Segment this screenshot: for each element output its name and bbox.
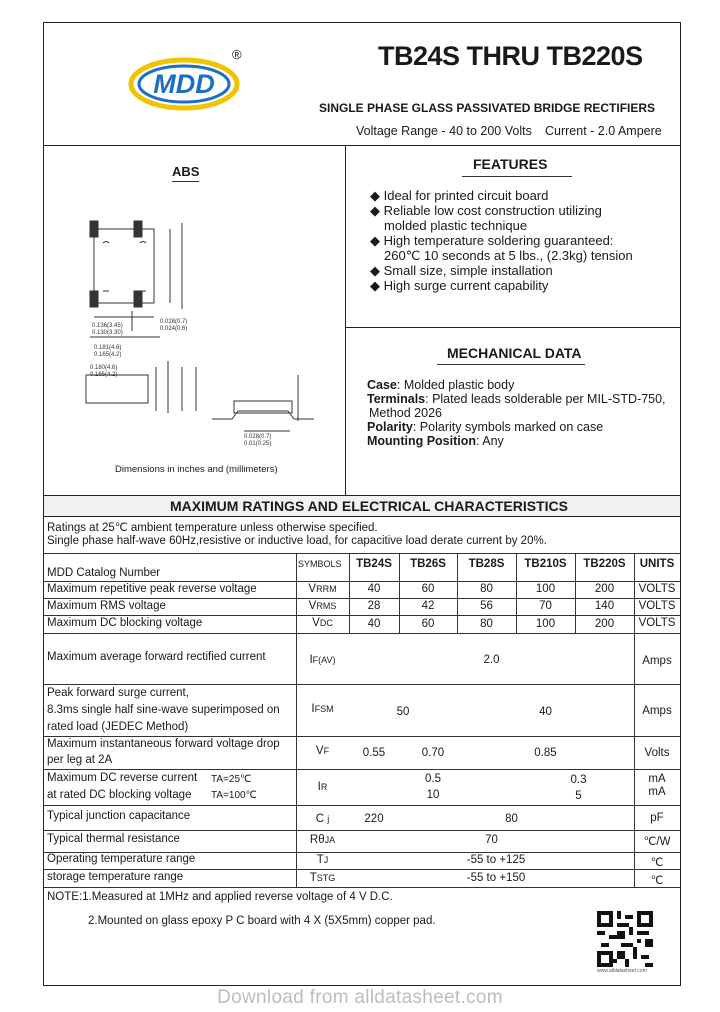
row-value: 60 [421,583,435,595]
row-value: -55 to +150 [466,872,526,884]
footnote-1: NOTE:1.Measured at 1MHz and applied reverse voltage of 4 V D.C. [47,891,393,903]
row-value: 0.55 [362,747,386,759]
row-label: Maximum RMS voltage [47,600,166,612]
mech-mounting: Mounting Position: Any [367,434,504,448]
features-divider [345,327,680,328]
row-value: 40 [367,618,381,630]
row-label: Maximum DC blocking voltage [47,617,203,629]
row-value: 70 [539,600,552,612]
row-symbol: VRMS [308,600,337,612]
table-rule [44,553,680,554]
feature-item-continued: molded plastic technique [384,218,528,233]
mech-terminals-cont: Method 2026 [369,406,442,420]
row-value: 220 [364,813,384,825]
features-title: FEATURES [473,156,548,172]
mech-case: Case: Molded plastic body [367,378,515,392]
brand-logo [128,55,244,113]
row-symbol: TJ [316,854,329,866]
row-value: 80 [480,583,493,595]
row-label: Maximum average forward rectified current [47,651,266,663]
row-value: 0.70 [421,747,445,759]
row-value: 0.5 [425,773,441,785]
row-symbol: VRRM [308,583,337,595]
feature-item: ◆ High surge current capability [370,278,549,293]
svg-text:0.165(4.2): 0.165(4.2) [94,352,122,358]
row-value: 28 [367,600,381,612]
row-symbol: C j [315,813,330,825]
row-label: rated load (JEDEC Method) [47,721,189,733]
table-rule [44,830,680,831]
row-value: 200 [594,618,615,630]
qr-code-icon [597,911,653,967]
table-rule [44,887,680,888]
row-value: 2.0 [483,654,500,666]
row-value: 80 [480,618,493,630]
table-rule [44,805,680,806]
row-symbol: IFSM [311,703,334,715]
row-unit: VOLTS [638,583,676,595]
row-symbol: VF [315,745,330,757]
table-rule [44,598,680,599]
table-rule [44,615,680,616]
row-value: 100 [535,583,556,595]
ratings-note-1: Ratings at 25℃ ambient temperature unless otherwise specified. [47,522,378,534]
part-header: TB28S [468,558,505,570]
svg-text:0.024(0.6): 0.024(0.6) [160,326,188,332]
row-unit: mA [648,773,666,785]
svg-text:0.01(0.25): 0.01(0.25) [244,441,272,447]
qr-code[interactable] [597,911,653,967]
current-rating: Current - 2.0 Ampere [545,124,662,138]
svg-text:0.180(4.6): 0.180(4.6) [90,365,118,371]
row-value: 42 [421,600,435,612]
catalog-header: MDD Catalog Number [47,567,161,579]
row-value: 80 [505,813,518,825]
svg-text:0.028(0.7): 0.028(0.7) [244,434,272,440]
svg-text:0.028(0.7): 0.028(0.7) [160,319,188,325]
svg-text:MDD: MDD [153,69,215,99]
row-label: 8.3ms single half sine-wave superimposed on [47,704,280,716]
row-value: 50 [396,706,410,718]
row-value: 70 [485,834,498,846]
row-value: 0.85 [534,747,557,759]
row-symbol: IF(AV) [309,654,336,666]
row-label: per leg at 2A [47,754,113,766]
row-label: at rated DC blocking voltage [47,789,192,801]
svg-text:0.165(4.2): 0.165(4.2) [90,372,118,378]
table-rule [44,869,680,870]
page-subtitle: SINGLE PHASE GLASS PASSIVATED BRIDGE RECTIFIERS [319,101,656,115]
feature-item: ◆ Ideal for printed circuit board [370,188,549,203]
row-unit: pF [650,812,664,824]
row-unit: Amps [642,655,672,667]
ratings-note-2: Single phase half-wave 60Hz,resistive or inductive load, for capacitive load derate current by 20%. [47,535,547,547]
row-label: Maximum repetitive peak reverse voltage [47,583,257,595]
row-unit: ℃ [650,875,664,887]
mechanical-title: MECHANICAL DATA [447,345,582,361]
voltage-range: Voltage Range - 40 to 200 Volts [356,124,532,138]
qr-caption: www.alldatasheet.com [597,968,647,974]
table-rule [44,684,680,685]
units-header: UNITS [639,558,675,570]
row-value: 10 [426,789,440,801]
row-unit: ℃ [650,857,664,869]
mechanical-title-underline [437,364,585,365]
ratings-title-rule [44,516,680,517]
row-unit: mA [648,786,666,798]
row-value: -55 to +125 [466,854,526,866]
part-header: TB26S [410,558,446,570]
row-value: 40 [539,706,552,718]
feature-item-continued: 260℃ 10 seconds at 5 lbs., (2.3kg) tension [384,248,633,263]
row-value: 140 [594,600,615,612]
row-label: storage temperature range [47,871,184,883]
svg-text:0.130(3.30): 0.130(3.30) [92,330,123,336]
row-symbol: VDC [312,617,333,629]
part-header: TB210S [524,558,567,570]
svg-text:0.136(3.45): 0.136(3.45) [92,323,123,329]
datasheet-page [43,22,681,986]
row-value: 56 [480,600,493,612]
row-label: Operating temperature range [47,853,196,865]
features-list [370,188,633,293]
mdd-logo-icon [128,55,244,113]
part-header: TB24S [356,558,392,570]
row-value: 40 [367,583,381,595]
svg-text:0.181(4.6): 0.181(4.6) [94,345,122,351]
header-divider [44,145,680,146]
row-unit: VOLTS [638,617,676,629]
feature-item: ◆ Small size, simple installation [370,263,553,278]
row-value: 5 [575,790,582,802]
row-value: 60 [421,618,435,630]
row-symbol: IR [317,781,328,793]
row-label: Typical thermal resistance [47,833,180,845]
row-unit: ℃/W [643,836,671,848]
package-outline-drawing [72,191,332,447]
symbols-header: SYMBOLS [298,559,342,569]
package-caption: Dimensions in inches and (millimeters) [115,464,278,475]
table-rule [44,769,680,770]
row-label: Maximum DC reverse current [47,772,198,784]
row-symbol: RθJA [309,834,336,846]
feature-item: ◆ High temperature soldering guaranteed: [370,233,614,248]
row-condition: TA=100℃ [211,790,257,801]
row-unit: Volts [644,747,670,759]
row-value: 0.3 [570,774,587,786]
part-header: TB220S [583,558,626,570]
package-name-underline [172,181,199,182]
mech-polarity: Polarity: Polarity symbols marked on case [367,420,604,434]
mechanical-data [367,378,677,448]
features-title-underline [462,176,572,177]
package-name: ABS [172,164,200,179]
row-condition: TA=25℃ [211,774,252,785]
row-value: 100 [535,618,556,630]
row-unit: VOLTS [638,600,676,612]
feature-item: ◆ Reliable low cost construction utilizing [370,203,602,218]
row-label: Typical junction capacitance [47,810,191,822]
table-rule [44,581,680,582]
row-label: Peak forward surge current, [47,687,189,699]
page-title: TB24S THRU TB220S [378,41,643,71]
row-value: 200 [594,583,615,595]
registered-mark: ® [232,47,242,62]
ratings-title: MAXIMUM RATINGS AND ELECTRICAL CHARACTERISTICS [170,498,568,514]
download-watermark[interactable]: Download from alldatasheet.com [217,987,503,1008]
table-rule [44,633,680,634]
footnote-2: 2.Mounted on glass epoxy P C board with 4 X (5X5mm) copper pad. [88,915,436,927]
column-divider [345,145,346,495]
table-rule [44,736,680,737]
row-label: Maximum instantaneous forward voltage drop [47,738,280,750]
row-symbol: TSTG [309,872,336,884]
mech-terminals: Terminals: Plated leads solderable per MIL-STD-750, [367,392,666,406]
row-unit: Amps [642,705,672,717]
